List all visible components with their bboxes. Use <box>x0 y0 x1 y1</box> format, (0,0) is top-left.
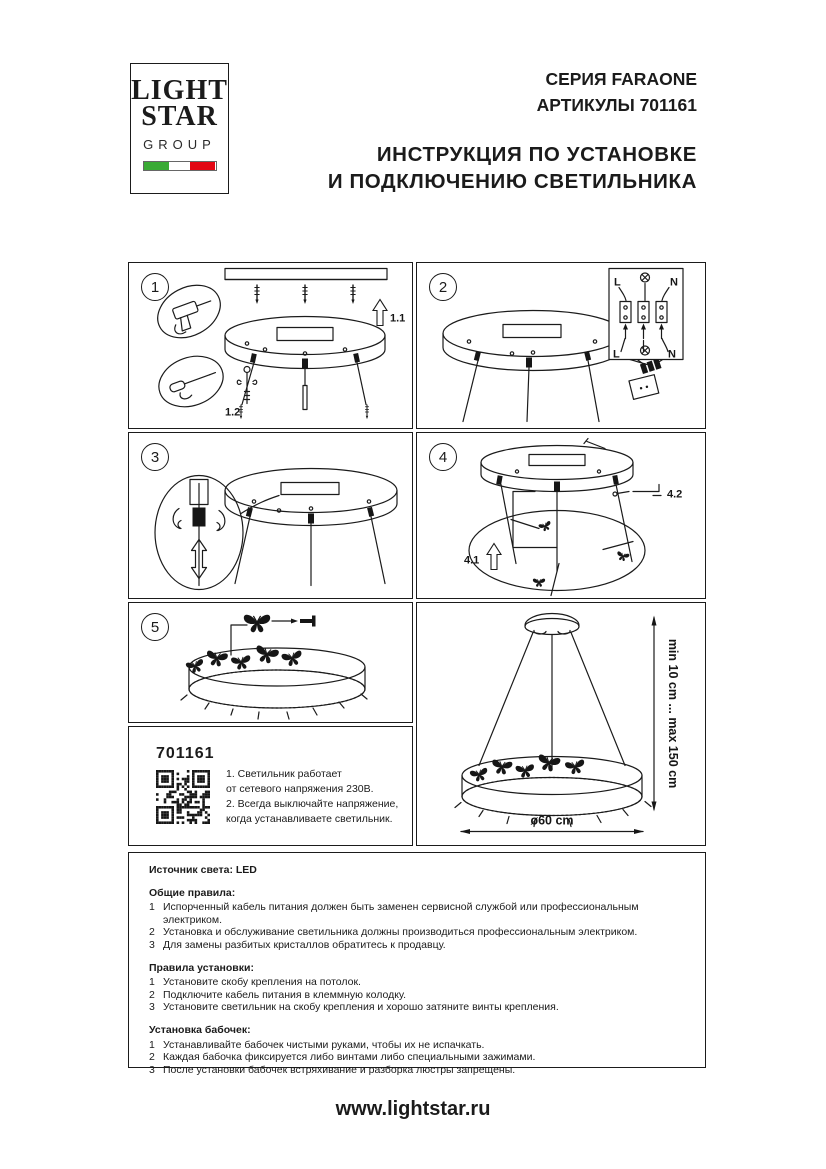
terminal-block-detail <box>609 269 683 361</box>
flag-white-segment <box>169 162 189 170</box>
rule-item: 2 Каждая бабочка фиксируется либо винтами либо специальными зажимами. <box>149 1051 536 1064</box>
height-dimension-arrow <box>652 616 657 812</box>
suspension-cables <box>463 351 599 422</box>
section-title: Правила установки: <box>149 961 254 974</box>
rule-item: 1 Установите скобу крепления на потолок. <box>149 976 361 989</box>
logo-word-group: GROUP <box>143 137 216 152</box>
ceiling-canopy <box>525 614 579 635</box>
fixing-screw-detail <box>237 367 257 404</box>
ceiling-hatch <box>225 269 387 280</box>
panel3-drawing <box>129 433 412 598</box>
suspension-cables <box>479 633 625 769</box>
diameter-label: ø60 cm <box>530 813 574 828</box>
note-line: когда устанавливаете светильник. <box>226 813 393 825</box>
rule-item: 2 Подключите кабель питания в клеммную колодку. <box>149 988 407 1001</box>
terminal-label-n-bottom: N <box>668 348 676 361</box>
label-4-1: 4.1 <box>464 554 480 567</box>
suspension-cables <box>239 353 369 419</box>
rule-item: 1 Испорченный кабель питания должен быть заменен сервисной службой или профессиональным электриком. <box>149 901 639 926</box>
label-4-2: 4.2 <box>667 488 683 501</box>
label-1-1: 1.1 <box>390 312 406 325</box>
step-number-badge: 5 <box>141 613 169 641</box>
article-qr-block <box>128 726 413 846</box>
rule-item: 3 Для замены разбитых кристаллов обратитесь к продавцу. <box>149 938 446 951</box>
rule-item: 1 Устанавливайте бабочек чистыми руками, чтобы их не испачкать. <box>149 1038 485 1051</box>
panel2-drawing <box>417 263 705 428</box>
flag-red-segment <box>190 162 216 170</box>
panel1-drawing <box>129 263 412 428</box>
label-1-2: 1.2 <box>225 406 241 419</box>
cable-gripper-inset <box>155 476 243 590</box>
header-titles <box>300 66 697 195</box>
article-title: АРТИКУЛЫ 701161 <box>536 95 697 115</box>
terminal-label-l-bottom: L <box>613 348 620 361</box>
logo-word-light: LIGHT <box>131 75 228 106</box>
chandelier-ring <box>181 648 367 719</box>
light-source-line: Источник света: LED <box>149 864 257 876</box>
logo-word-star: STAR <box>141 101 218 132</box>
note-line: 1. Светильник работает <box>226 768 342 780</box>
step-number-badge: 1 <box>141 273 169 301</box>
qr-code <box>156 770 210 824</box>
terminal-label-l-top: L <box>614 276 621 289</box>
panel5-drawing <box>129 603 412 722</box>
rules-text-box <box>128 852 706 1076</box>
rule-item: 2 Установка и обслуживание светильника должны производиться профессиональным электриком. <box>149 926 638 939</box>
section-title: Общие правила: <box>149 886 236 899</box>
rule-item: 3 После установки бабочек встряхивание и разборка люстры запрещены. <box>149 1063 516 1076</box>
note-line: от сетевого напряжения 230В. <box>226 783 374 795</box>
terminal-label-n-top: N <box>670 276 678 289</box>
fixture-dimensions-panel <box>416 602 706 846</box>
suspension-cables <box>235 507 385 586</box>
article-number: 701161 <box>156 745 215 762</box>
step-number-badge: 3 <box>141 443 169 471</box>
series-title: СЕРИЯ FARAONE <box>545 69 697 89</box>
section-title: Установка бабочек: <box>149 1023 251 1036</box>
diameter-dimension-arrow <box>460 829 644 834</box>
lift-arrow <box>487 544 501 570</box>
fastening-clips <box>511 520 633 596</box>
panel-step-4 <box>416 432 706 599</box>
screwdriver-inset <box>152 348 230 416</box>
instruction-title-line1: ИНСТРУКЦИЯ ПО УСТАНОВКЕ <box>376 143 697 166</box>
instruction-title-line2: И ПОДКЛЮЧЕНИЮ СВЕТИЛЬНИКА <box>327 170 697 193</box>
wireframe-plate <box>513 492 557 548</box>
mounting-bracket-ring <box>443 311 623 371</box>
note-line: 2. Всегда выключайте напряжение, <box>226 798 399 810</box>
flag-green-segment <box>144 162 170 170</box>
wall-anchor-screws <box>254 285 355 305</box>
panel-step-2 <box>416 262 706 429</box>
website-url: www.lightstar.ru <box>335 1098 491 1120</box>
fixture-drawing <box>417 603 705 845</box>
instruction-grid <box>128 262 706 846</box>
panel-step-3 <box>128 432 413 599</box>
height-range-label: min 10 cm ... max 150 cm <box>666 638 680 789</box>
step-number-badge: 2 <box>429 273 457 301</box>
lightstar-logo <box>130 63 229 194</box>
step-number-badge: 4 <box>429 443 457 471</box>
panel4-drawing <box>417 433 705 598</box>
panel-step-5 <box>128 602 413 723</box>
rule-item: 3 Установите светильник на скобу крепления и хорошо затяните винты крепления. <box>149 1001 559 1014</box>
lift-arrow <box>373 300 387 326</box>
hex-key-tool <box>613 485 661 497</box>
italian-flag-bar <box>143 161 217 171</box>
safety-notes <box>226 767 398 827</box>
panel-step-1 <box>128 262 413 429</box>
